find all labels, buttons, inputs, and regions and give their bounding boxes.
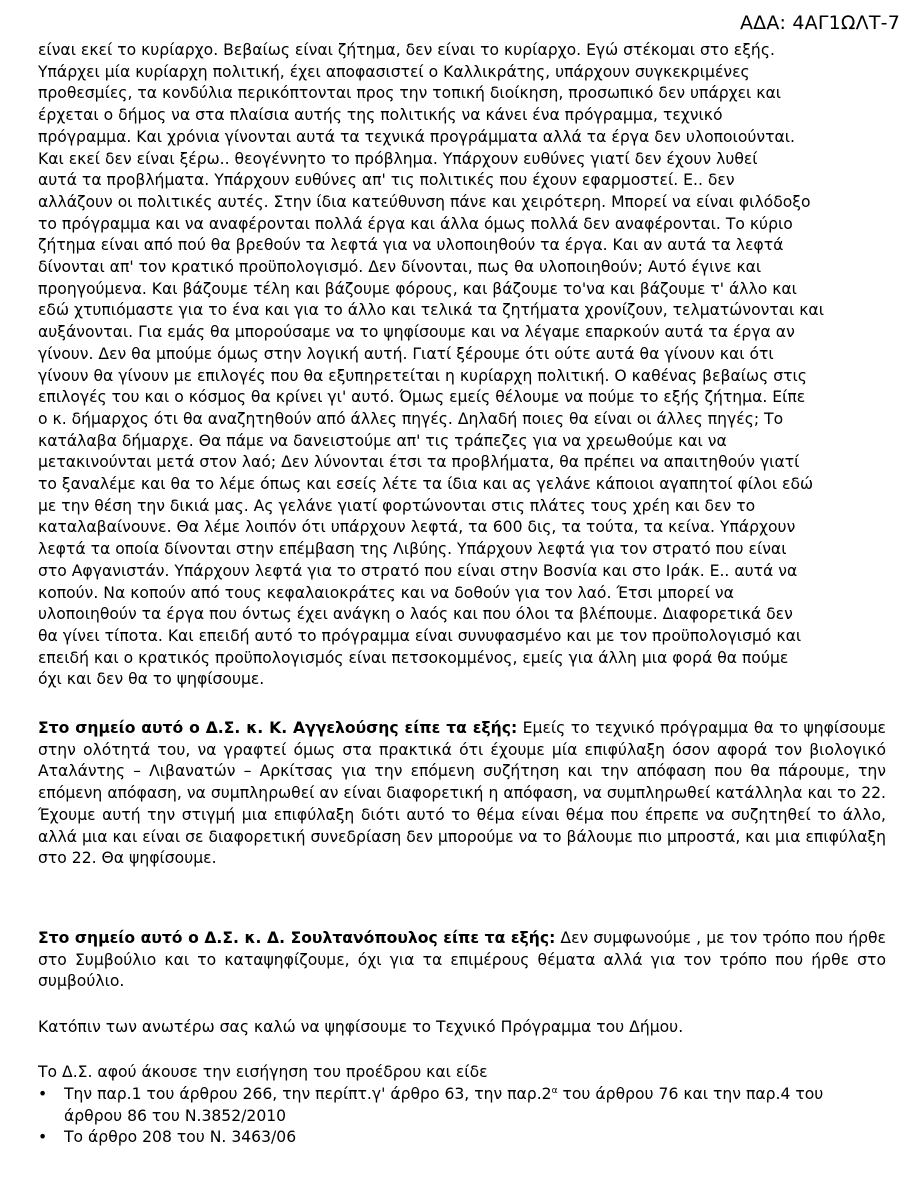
conclusion-paragraph: Κατόπιν των ανωτέρω σας καλώ να ψηφίσουμε το Τεχνικό Πρόγραμμα του Δήμου. [38, 1018, 684, 1036]
text-line: κατάλαβα δήμαρχε. Θα πάμε να δανειστούμε απ' τις τράπεζες για να χρεωθούμε και να [38, 431, 727, 450]
speech-angelousis [38, 718, 886, 870]
text-line: προηγούμενα. Και βάζουμε τέλη και βάζουμε φόρους, και βάζουμε το'να και βάζουμε τ' άλλο και [38, 279, 797, 298]
bullet-icon: • [38, 1085, 48, 1103]
text-line: αλλάζουν οι πολιτικές αυτές. Στην ίδια κατεύθυνση πάνε και χειρότερη. Μπορεί να είναι φιλόδοξο [38, 192, 811, 211]
list-item [38, 1127, 886, 1149]
text-line: ζήτημα είναι από πού θα βρεθούν τα λεφτά για να υλοποιηθούν τα έργα. Και αν αυτά τα λεφτά [38, 236, 784, 255]
text-line: έρχεται ο δήμος να στα πλαίσια αυτής της πολιτικής να κάνει ένα πρόγραμμα, τεχνικό [38, 106, 723, 125]
text-line: μετακινούνται μετά στον λαό; Δεν λύνονται έτσι τα προβλήματα, θα πρέπει να απαιτηθούν γιατί [38, 453, 800, 472]
speaker-heading: Στο σημείο αυτό ο Δ.Σ. κ. Κ. Αγγελούσης είπε τα εξής: [38, 719, 518, 737]
text-line: κοπούν. Να κοπούν από τους κεφαλαιοκράτες και να δοθούν για τον λαό. Έτσι μπορεί να [38, 583, 734, 602]
speech-text: Εμείς το τεχνικό πρόγραμμα θα το ψηφίσουμε στην ολότητά του, να γραφτεί όμως στα πρακτικά ότι έχουμε μία επιφύλαξη όσον αφορά τον βιολογικό Αταλάντης – Λιβανατών – Αρκίτσας για την επόμενη συζήτηση και την απόφαση που θα πάρουμε, την επόμενη απόφαση, να συμπληρωθεί αν είναι διαφορετική η απόφαση, να συμπληρωθεί κατάλληλα και το 22. Έχουμε αυτή την στιγμή μια επιφύλαξη διότι αυτό το θέμα είναι θέμα που έπρεπε να συζητηθεί το άλλο, αλλά μια και είναι σε διαφορετική συνεδρίαση δεν μπορούμε να το βάλουμε πιο μπροστά, και μια επιφύλαξη στο 22. Θα ψηφίσουμε. [38, 719, 886, 868]
text-line: γίνουν. Δεν θα μπούμε όμως στην λογική αυτή. Γιατί ξέρουμε ότι ούτε αυτά θα γίνουν και ότι [38, 344, 774, 363]
bullet-icon: • [38, 1128, 48, 1147]
list-item-text: Την παρ.1 του άρθρου 266, την περίπτ.γ' άρθρο 63, την παρ.2 [64, 1085, 552, 1103]
ada-code: ΑΔΑ: 4ΑΓ1ΩΛΤ-7 [739, 12, 900, 34]
text-line: Υπάρχει μία κυρίαρχη πολιτική, έχει αποφασιστεί ο Καλλικράτης, υπάρχουν συγκεκριμένες [38, 62, 750, 81]
text-line: γίνουν θα γίνουν με επιλογές που θα εξυπηρετείται η κυρίαρχη πολιτική. Ο καθένας βεβαίως στις [38, 366, 807, 385]
text-line: δίνονται απ' τον κρατικό προϋπολογισμό. Δεν δίνονται, πως θα υλοποιηθούν; Αυτό έγινε και [38, 258, 762, 277]
text-line: πρόγραμμα. Και χρόνια γίνονται αυτά τα τεχνικά προγράμματα αλλά τα έργα δεν υλοποιούνται. [38, 127, 796, 146]
text-line: καταλαβαίνουνε. Θα λέμε λοιπόν ότι υπάρχουν λεφτά, τα 600 δις, τα τούτα, τα κείνα. Υπάρχουν [38, 518, 796, 537]
text-line: όχι και δεν θα το ψηφίσουμε. [38, 670, 265, 689]
speech-continuation [38, 40, 886, 691]
decision-intro: Το Δ.Σ. αφού άκουσε την εισήγηση του προέδρου και είδε [38, 1063, 488, 1081]
speech-text: Δεν συμφωνούμε , με τον τρόπο που ήρθε στο Συμβούλιο και το καταψηφίζουμε, όχι για τα επιμέρους θέματα αλλά για τον τρόπο που ήρθε στο συμβούλιο. [38, 929, 886, 991]
text-line: ο κ. δήμαρχος ότι θα αναζητηθούν από άλλες πηγές. Δηλαδή ποιες θα είναι οι άλλες πηγές; Το [38, 409, 784, 428]
list-item-text-cont: του άρθρου 76 και την παρ.4 του άρθρου 86 του Ν.3852/2010 [64, 1085, 824, 1125]
text-line: θα γίνει τίποτα. Και επειδή αυτό το πρόγραμμα είναι συνυφασμένο και με τον προϋπολογισμό και [38, 626, 802, 645]
text-line: αυτά τα προβλήματα. Υπάρχουν ευθύνες απ' τις πολιτικές που έχουν εφαρμοστεί. Ε.. δεν [38, 171, 735, 190]
list-item [38, 1084, 886, 1127]
speech-soultanopoulos [38, 928, 886, 993]
text-line: με την θέση την δικιά μας. Ας γελάνε γιατί φορτώνονται στις πλάτες τους χρέη και δεν το [38, 496, 756, 515]
text-line: στο Αφγανιστάν. Υπάρχουν λεφτά για το στρατό που είναι στην Βοσνία και στο Ιράκ. Ε.. αυτά να [38, 561, 798, 580]
text-line: είναι εκεί το κυρίαρχο. Βεβαίως είναι ζήτημα, δεν είναι το κυρίαρχο. Εγώ στέκομαι στο εξής. [38, 41, 775, 59]
text-line: επειδή και ο κρατικός προϋπολογισμός είναι πετσοκομμένος, εμείς για άλλη μια φορά θα πούμε [38, 648, 789, 667]
legal-basis-list [38, 1084, 886, 1149]
text-line: Και εκεί δεν είναι ξέρω.. θεογέννητο το πρόβλημα. Υπάρχουν ευθύνες γιατί δεν έχουν λυθεί [38, 149, 758, 168]
text-line: το ξαναλέμε και θα το λέμε όπως και εσείς λέτε τα ίδια και ας γελάνε κάποιοι αγαπητοί φίλοι εδώ [38, 475, 814, 494]
text-line: το πρόγραμμα και να αναφέρονται πολλά έργα και άλλα όμως πολλά δεν αναφέρονται. Το κύριο [38, 214, 793, 233]
text-line: εδώ χτυπιόμαστε για το ένα και για το άλλο και τελικά τα ζητήματα χρονίζουν, τελματώνονται και [38, 301, 824, 320]
list-item-text: Το άρθρο 208 του Ν. 3463/06 [64, 1128, 297, 1147]
text-line: λεφτά τα οποία δίνονται στην επέμβαση της Λιβύης. Υπάρχουν λεφτά για τον στρατό που είναι [38, 540, 787, 559]
superscript: α [551, 1085, 558, 1096]
speaker-heading: Στο σημείο αυτό ο Δ.Σ. κ. Δ. Σουλτανόπουλος είπε τα εξής: [38, 929, 556, 947]
text-line: προθεσμίες, τα κονδύλια περικόπτονται προς την τοπική διοίκηση, προσωπικό δεν υπάρχει και [38, 84, 782, 103]
text-line: επιλογές του και ο κόσμος θα κρίνει γι' αυτό. Όμως εμείς θέλουμε να πούμε το εξής ζήτημα. Είπε [38, 388, 806, 407]
text-line: υλοποιηθούν τα έργα που όντως έχει ανάγκη ο λαός και που όλοι τα βλέπουμε. Διαφορετικά δεν [38, 605, 793, 624]
text-line: αυξάνονται. Για εμάς θα μπορούσαμε να το ψηφίσουμε και να λέγαμε επαρκούν αυτά τα έργα αν [38, 323, 795, 342]
